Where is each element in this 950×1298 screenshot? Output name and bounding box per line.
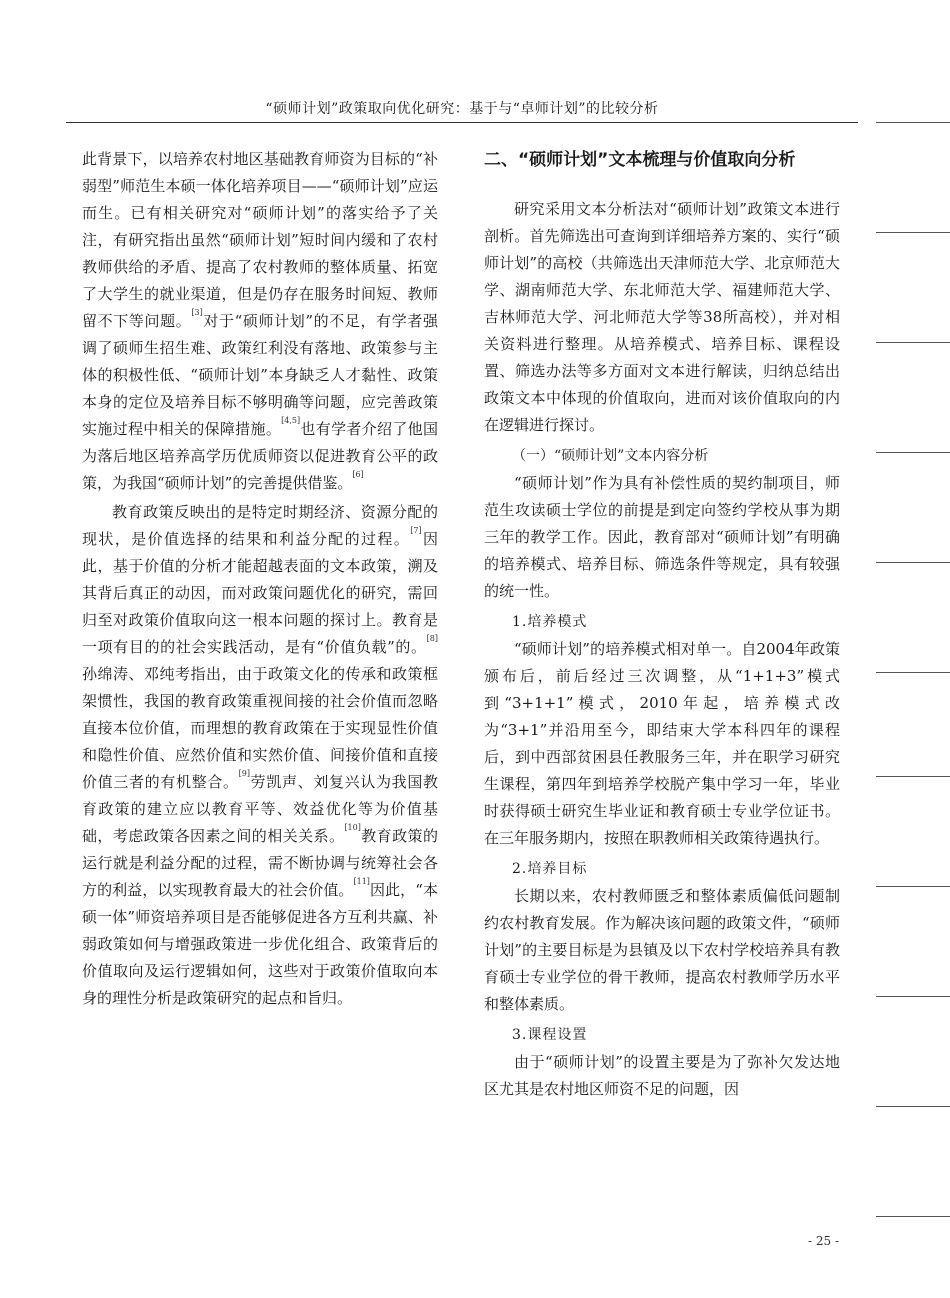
intro-paragraph: 研究采用文本分析法对“硕师计划”政策文本进行剖析。首先筛选出可查询到详细培养方案的、实行“硕师计划”的高校（共筛选出天津师范大学、北京师范大学、湖南师范大学、东北师范大学、福建师范大学、吉林师范大学、河北师范大学等38所高校），并对相关资料进行整理。从培养模式、培养目标、课程设置、筛选办法等多方面对文本进行解读，归纳总结出政策文本中体现的价值取向，进而对该价值取向的内在逻辑进行探讨。 <box>484 200 840 434</box>
training-mode-paragraph: “硕师计划”的培养模式相对单一。自2004年政策颁布后，前后经过三次调整，从“1+1+3”模式到“3+1+1”模式，2010年起，培养模式改为“3+1”并沿用至今，即结束大学本科四年的课程后，到中西部贫困县任教服务三年，并在职学习研究生课程，第四年到培养学校脱产集中学习一年，毕业时获得硕士研究生毕业证和教育硕士专业学位证书。在三年服务期内，按照在职教师相关政策待遇执行。 <box>484 640 840 847</box>
citation-ref[interactable]: [9] <box>238 769 250 778</box>
citation-ref[interactable]: [3] <box>191 308 203 317</box>
margin-rule <box>876 1106 950 1107</box>
page-number: - 25 - <box>808 1234 840 1248</box>
margin-rule <box>876 122 950 123</box>
margin-rule <box>876 1216 950 1217</box>
text-span: 孙绵涛、邓纯考指出，由于政策文化的传承和政策框架惯性，我国的教育政策重视间接的社会价值而忽略直接本位价值，而理想的教育政策在于实现显性价值和隐性价值、应然价值和实然价值、间接价值和直接价值三者的有机整合。 <box>82 665 438 791</box>
heading-training-goal: 2.培养目标 <box>512 861 588 877</box>
right-column <box>484 146 840 1103</box>
text-span: 对于“硕师计划”的不足，有学者强调了硕师生招生难、政策红利没有落地、政策参与主体的积极性低、“硕师计划”本身缺乏人才黏性、政策本身的定位及培养目标不够明确等问题，应完善政策实施过程中相关的保障措施。 <box>82 312 438 438</box>
citation-ref[interactable]: [4,5] <box>281 416 301 425</box>
running-header: “硕师计划”政策取向优化研究：基于与“卓师计划”的比较分析 <box>265 101 659 117</box>
left-paragraph-1 <box>82 146 438 497</box>
text-span: 教育政策的运行就是利益分配的过程，需不断协调与统筹社会各方的利益，以实现教育最大的社会价值。 <box>82 827 438 899</box>
citation-ref[interactable]: [6] <box>352 470 364 479</box>
margin-rule <box>876 776 950 777</box>
text-span: 因此，基于价值的分析才能超越表面的文本政策，溯及其背后真正的动因，而对政策问题优化的研究，需回归至对政策价值取向这一根本问题的探讨上。教育是一项有目的的社会实践活动，是有“价值负载”的。 <box>82 530 438 656</box>
margin-rule <box>876 452 950 453</box>
margin-rule <box>876 886 950 887</box>
subsection-heading: （一）“硕师计划”文本内容分析 <box>512 448 709 464</box>
citation-ref[interactable]: [11] <box>353 877 370 886</box>
margin-rule <box>876 232 950 233</box>
margin-rule <box>876 342 950 343</box>
subsection-paragraph: “硕师计划”作为具有补偿性质的契约制项目，师范生攻读硕士学位的前提是到定向签约学校从事为期三年的教学工作。因此，教育部对“硕师计划”有明确的培养模式、培养目标、筛选条件等规定，具有较强的统一性。 <box>484 474 840 600</box>
heading-training-mode: 1.培养模式 <box>512 614 588 630</box>
margin-rule <box>876 672 950 673</box>
left-paragraph-2 <box>82 499 438 1012</box>
text-span: 也有学者介绍了他国为落后地区培养高学历优质师资以促进教育公平的政策，为我国“硕师计划”的完善提供借鉴。 <box>82 420 438 492</box>
text-span: 此背景下，以培养农村地区基础教育师资为目标的“补弱型”师范生本硕一体化培养项目——“硕师计划”应运而生。已有相关研究对“硕师计划”的落实给予了关注，有研究指出虽然“硕师计划”短时间内缓和了农村教师供给的矛盾、提高了农村教师的整体质量、拓宽了大学生的就业渠道，但是仍存在服务时间短、教师留不下等问题。 <box>82 150 438 330</box>
text-span: 因此，“本硕一体”师资培养项目是否能够促进各方互利共赢、补弱政策如何与增强政策进一步优化组合、政策背后的价值取向及运行逻辑如何，这些对于政策价值取向本身的理性分析是政策研究的起点和旨归。 <box>82 881 438 1007</box>
curriculum-paragraph: 由于“硕师计划”的设置主要是为了弥补欠发达地区尤其是农村地区师资不足的问题，因 <box>484 1053 840 1098</box>
citation-ref[interactable]: [7] <box>410 526 422 535</box>
training-goal-paragraph: 长期以来，农村教师匮乏和整体素质偏低问题制约农村教育发展。作为解决该问题的政策文件，“硕师计划”的主要目标是为县镇及以下农村学校培养具有教育硕士专业学位的骨干教师，提高农村教师学历水平和整体素质。 <box>484 887 840 1013</box>
section-title: 二、“硕师计划”文本梳理与价值取向分析 <box>484 150 796 170</box>
left-column <box>82 146 438 1012</box>
heading-curriculum: 3.课程设置 <box>512 1027 588 1043</box>
margin-rule <box>876 562 950 563</box>
margin-rule <box>876 996 950 997</box>
text-span: 劳凯声、刘复兴认为我国教育政策的建立应以教育平等、效益优化等为价值基础，考虑政策各因素之间的相关关系。 <box>82 773 438 845</box>
citation-ref[interactable]: [8] <box>426 634 438 643</box>
text-span: 教育政策反映出的是特定时期经济、资源分配的现状，是价值选择的结果和利益分配的过程。 <box>82 503 438 548</box>
citation-ref[interactable]: [10] <box>344 823 361 832</box>
header-rule <box>66 122 858 123</box>
